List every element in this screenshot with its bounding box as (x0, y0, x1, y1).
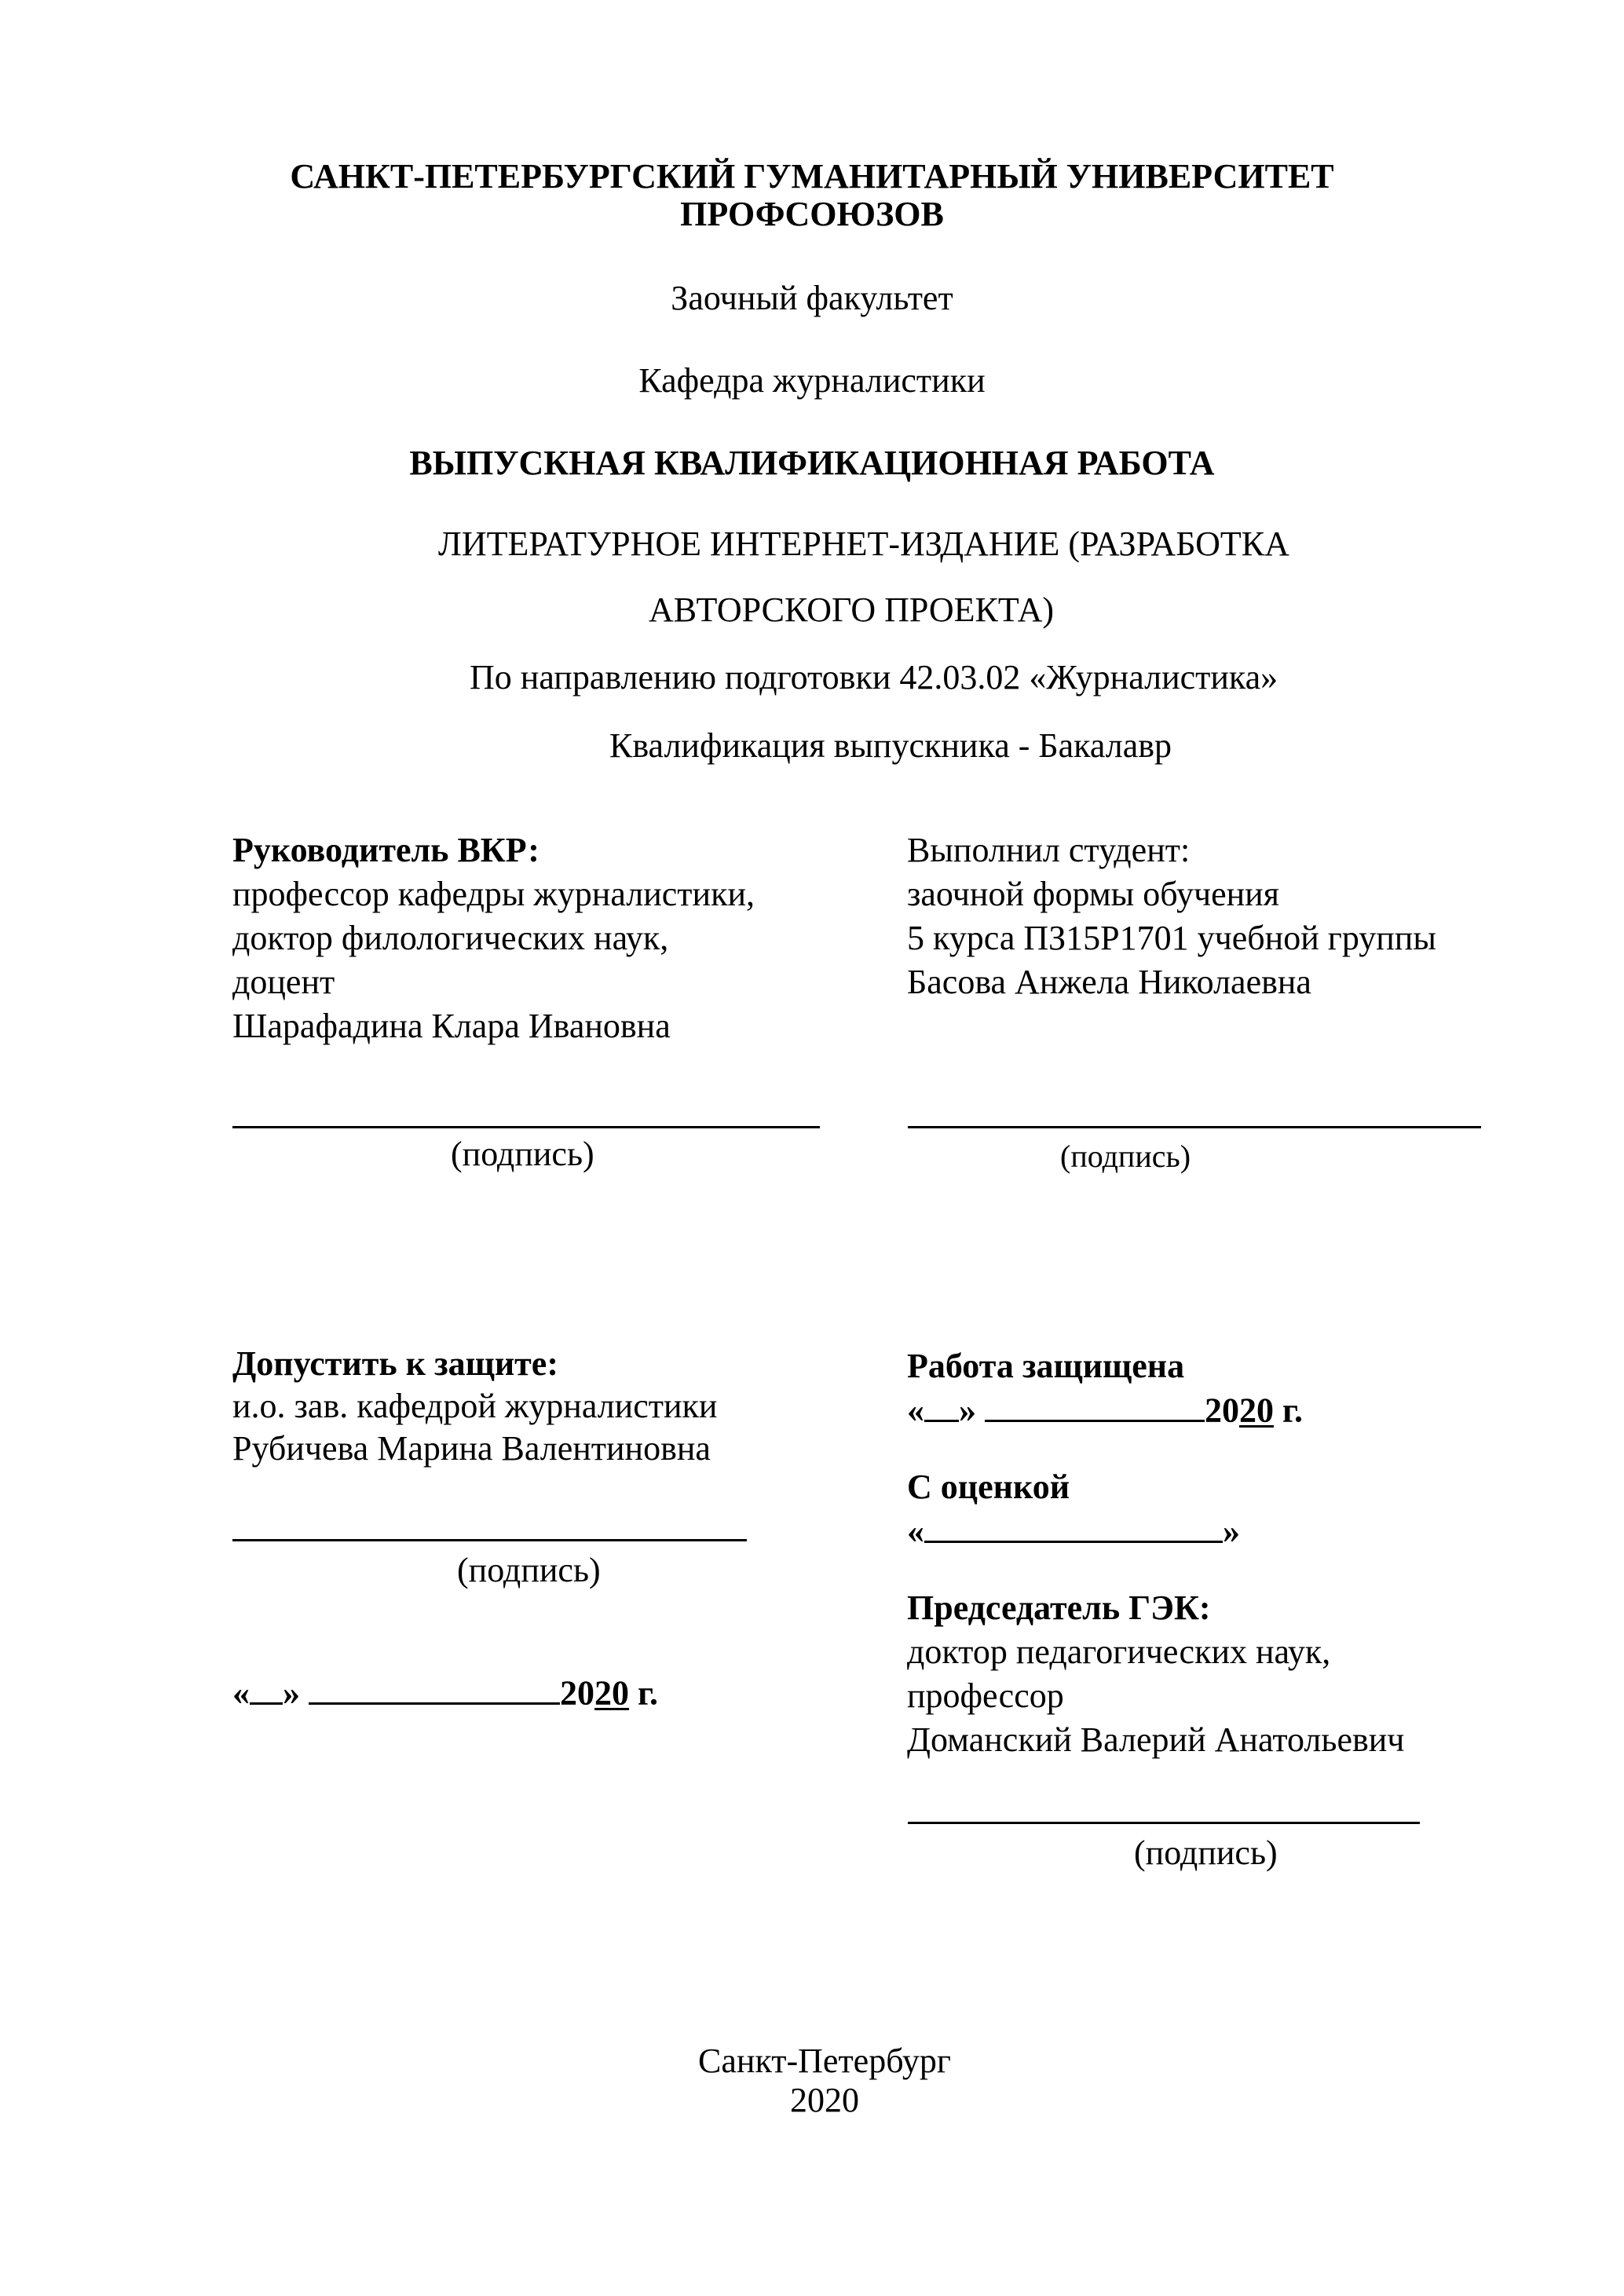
admission-position: и.о. зав. кафедрой журналистики (232, 1387, 718, 1425)
supervisor-position-line1: профессор кафедры журналистики, (232, 875, 755, 913)
grade-heading: С оценкой (907, 1468, 1070, 1506)
admission-block (232, 1343, 829, 1470)
defense-block (907, 1344, 1535, 1433)
supervisor-name: Шарафадина Клара Ивановна (232, 1007, 671, 1045)
topic-line1: ЛИТЕРАТУРНОЕ ИНТЕРНЕТ-ИЗДАНИЕ (РАЗРАБОТКА (438, 525, 1289, 563)
chairman-degree: доктор педагогических наук, (907, 1632, 1331, 1671)
chairman-signature-label: (подпись) (1134, 1834, 1278, 1872)
chairman-title: профессор (907, 1676, 1064, 1715)
admission-date: « » 2020 г. (232, 1671, 658, 1713)
chairman-name: Доманский Валерий Анатольевич (907, 1720, 1405, 1759)
defense-day-blank[interactable] (924, 1388, 959, 1422)
footer-city: Санкт-Петербург (698, 2042, 951, 2080)
university-name-line2: ПРОФСОЮЗОВ (680, 195, 944, 233)
chairman-heading: Председатель ГЭК: (907, 1589, 1211, 1627)
admission-signature-line[interactable] (232, 1539, 747, 1541)
chairman-signature-line[interactable] (908, 1822, 1420, 1824)
work-type-title: ВЫПУСКНАЯ КВАЛИФИКАЦИОННАЯ РАБОТА (409, 444, 1215, 482)
supervisor-heading: Руководитель ВКР: (232, 831, 540, 869)
supervisor-signature-line[interactable] (232, 1126, 820, 1128)
admission-day-blank[interactable] (250, 1671, 283, 1705)
admission-signature-label: (подпись) (457, 1551, 601, 1589)
direction: По направлению подготовки 42.03.02 «Журналистика» (470, 658, 1278, 696)
qualification: Квалификация выпускника - Бакалавр (609, 726, 1172, 765)
student-signature-line[interactable] (908, 1126, 1481, 1128)
grade-field: « » (907, 1509, 1535, 1554)
admission-month-blank[interactable] (309, 1671, 560, 1705)
grade-blank[interactable] (924, 1509, 1223, 1543)
student-name: Басова Анжела Николаевна (907, 963, 1311, 1001)
admission-heading: Допустить к защите: (232, 1344, 558, 1383)
university-name-line1: САНКТ-ПЕТЕРБУРГСКИЙ ГУМАНИТАРНЫЙ УНИВЕРСИТЕТ (290, 157, 1334, 196)
supervisor-position-line2: доктор филологических наук, (232, 919, 669, 957)
department: Кафедра журналистики (638, 361, 986, 400)
grade-block (907, 1465, 1535, 1554)
student-course-group: 5 курса ПЗ15Р1701 учебной группы (907, 919, 1436, 957)
topic-line2: АВТОРСКОГО ПРОЕКТА) (649, 590, 1055, 629)
admission-name: Рубичева Марина Валентиновна (232, 1429, 711, 1468)
defense-month-blank[interactable] (985, 1388, 1205, 1422)
chairman-block (907, 1586, 1535, 1762)
student-block (907, 828, 1535, 1004)
faculty: Заочный факультет (671, 279, 953, 317)
defense-date: « » 2020 г. (907, 1388, 1535, 1433)
student-signature-label: (подпись) (1060, 1139, 1191, 1174)
supervisor-position-line3: доцент (232, 963, 335, 1001)
supervisor-block (232, 828, 829, 1048)
supervisor-signature-label: (подпись) (451, 1135, 594, 1173)
student-study-form: заочной формы обучения (907, 875, 1279, 913)
footer-year: 2020 (790, 2081, 859, 2119)
defense-heading: Работа защищена (907, 1347, 1185, 1385)
student-heading: Выполнил студент: (907, 831, 1191, 869)
